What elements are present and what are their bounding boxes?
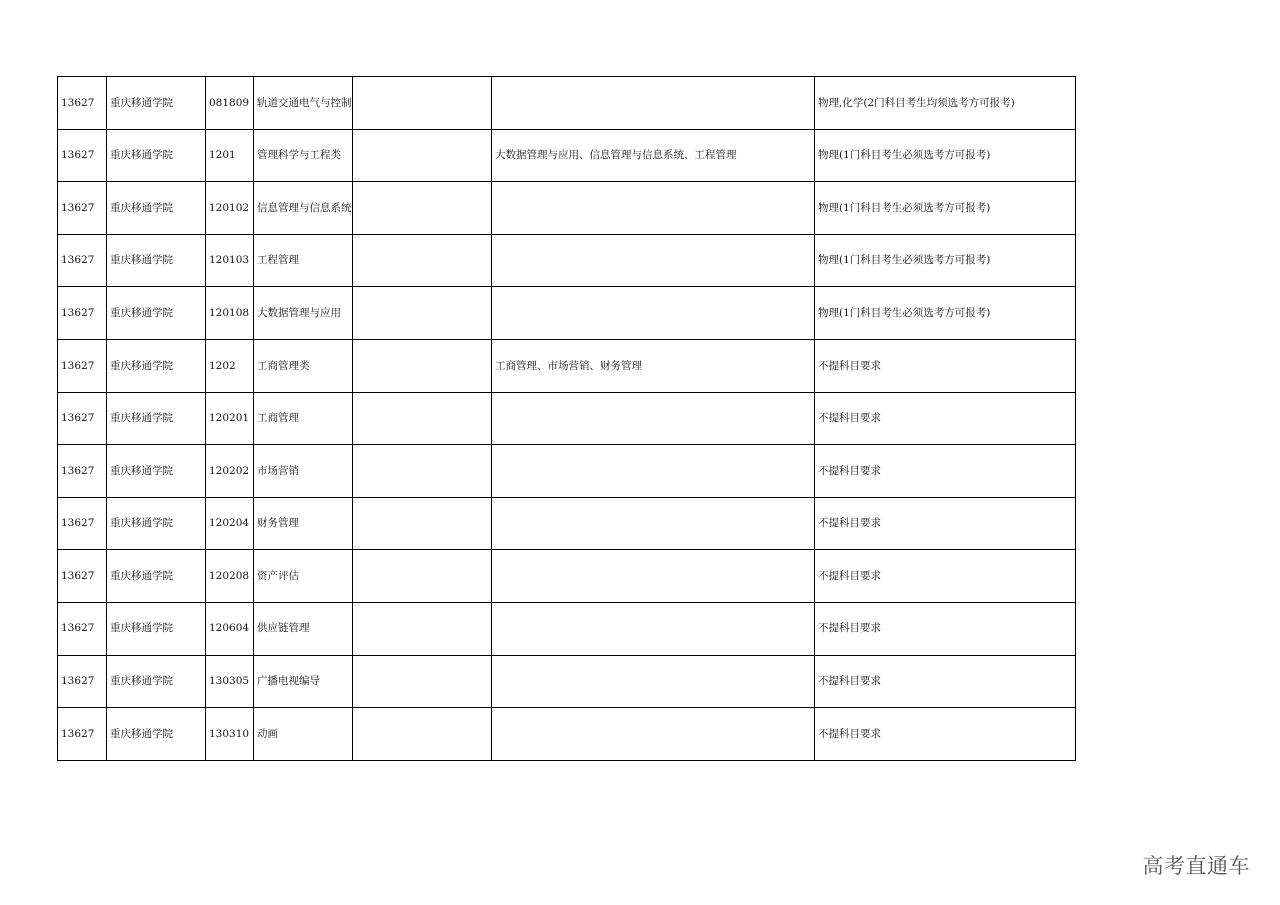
subject-requirement-cell: 不提科目要求 <box>815 339 1076 392</box>
table-row <box>58 129 1076 182</box>
school-name-cell: 重庆移通学院 <box>107 77 206 130</box>
major-code-cell: 130310 <box>206 708 254 761</box>
blank-cell <box>353 602 492 655</box>
major-code-cell: 120204 <box>206 497 254 550</box>
included-majors-cell <box>492 550 815 603</box>
included-majors-cell: 工商管理、市场营销、财务管理 <box>492 339 815 392</box>
included-majors-cell <box>492 445 815 498</box>
major-code-cell: 1201 <box>206 129 254 182</box>
school-code-cell: 13627 <box>58 392 107 445</box>
school-code-cell: 13627 <box>58 287 107 340</box>
major-name-cell: 广播电视编导 <box>254 655 353 708</box>
table-row <box>58 708 1076 761</box>
school-name-cell: 重庆移通学院 <box>107 445 206 498</box>
subject-requirement-cell: 物理(1门科目考生必须选考方可报考) <box>815 129 1076 182</box>
major-code-cell: 120201 <box>206 392 254 445</box>
subject-requirement-cell: 不提科目要求 <box>815 655 1076 708</box>
subject-requirement-cell: 不提科目要求 <box>815 550 1076 603</box>
subject-requirement-cell: 不提科目要求 <box>815 708 1076 761</box>
major-name-cell: 市场营销 <box>254 445 353 498</box>
blank-cell <box>353 234 492 287</box>
major-code-cell: 120208 <box>206 550 254 603</box>
major-code-cell: 081809 <box>206 77 254 130</box>
blank-cell <box>353 392 492 445</box>
major-code-cell: 120604 <box>206 602 254 655</box>
school-code-cell: 13627 <box>58 550 107 603</box>
table-row <box>58 550 1076 603</box>
blank-cell <box>353 287 492 340</box>
school-code-cell: 13627 <box>58 77 107 130</box>
subject-requirement-cell: 物理,化学(2门科目考生均须选考方可报考) <box>815 77 1076 130</box>
major-name-cell: 管理科学与工程类 <box>254 129 353 182</box>
major-code-cell: 120102 <box>206 182 254 235</box>
major-name-cell: 工程管理 <box>254 234 353 287</box>
blank-cell <box>353 550 492 603</box>
included-majors-cell <box>492 392 815 445</box>
major-code-cell: 1202 <box>206 339 254 392</box>
major-code-cell: 120108 <box>206 287 254 340</box>
school-code-cell: 13627 <box>58 339 107 392</box>
table-row <box>58 339 1076 392</box>
school-name-cell: 重庆移通学院 <box>107 287 206 340</box>
table-row <box>58 655 1076 708</box>
major-name-cell: 轨道交通电气与控制 <box>254 77 353 130</box>
school-name-cell: 重庆移通学院 <box>107 339 206 392</box>
blank-cell <box>353 445 492 498</box>
major-name-cell: 资产评估 <box>254 550 353 603</box>
major-name-cell: 财务管理 <box>254 497 353 550</box>
school-name-cell: 重庆移通学院 <box>107 602 206 655</box>
school-code-cell: 13627 <box>58 182 107 235</box>
table-row <box>58 77 1076 130</box>
included-majors-cell: 大数据管理与应用、信息管理与信息系统、工程管理 <box>492 129 815 182</box>
school-code-cell: 13627 <box>58 234 107 287</box>
school-code-cell: 13627 <box>58 129 107 182</box>
included-majors-cell <box>492 77 815 130</box>
watermark-text: 高考直通车 <box>1142 854 1250 878</box>
major-name-cell: 信息管理与信息系统 <box>254 182 353 235</box>
subject-requirement-cell: 不提科目要求 <box>815 602 1076 655</box>
major-code-cell: 120103 <box>206 234 254 287</box>
table-row <box>58 287 1076 340</box>
table-container <box>57 76 1076 761</box>
major-name-cell: 动画 <box>254 708 353 761</box>
included-majors-cell <box>492 655 815 708</box>
major-code-cell: 130305 <box>206 655 254 708</box>
school-code-cell: 13627 <box>58 655 107 708</box>
blank-cell <box>353 182 492 235</box>
included-majors-cell <box>492 497 815 550</box>
included-majors-cell <box>492 287 815 340</box>
school-name-cell: 重庆移通学院 <box>107 182 206 235</box>
school-name-cell: 重庆移通学院 <box>107 708 206 761</box>
major-name-cell: 大数据管理与应用 <box>254 287 353 340</box>
school-code-cell: 13627 <box>58 445 107 498</box>
table-row <box>58 234 1076 287</box>
school-code-cell: 13627 <box>58 602 107 655</box>
table-row <box>58 497 1076 550</box>
major-name-cell: 供应链管理 <box>254 602 353 655</box>
table-row <box>58 445 1076 498</box>
school-name-cell: 重庆移通学院 <box>107 129 206 182</box>
major-name-cell: 工商管理 <box>254 392 353 445</box>
subject-requirement-cell: 物理(1门科目考生必须选考方可报考) <box>815 287 1076 340</box>
subject-requirement-cell: 不提科目要求 <box>815 445 1076 498</box>
table-row <box>58 602 1076 655</box>
blank-cell <box>353 655 492 708</box>
blank-cell <box>353 77 492 130</box>
blank-cell <box>353 129 492 182</box>
included-majors-cell <box>492 234 815 287</box>
school-name-cell: 重庆移通学院 <box>107 655 206 708</box>
included-majors-cell <box>492 602 815 655</box>
school-name-cell: 重庆移通学院 <box>107 497 206 550</box>
blank-cell <box>353 497 492 550</box>
table-row <box>58 182 1076 235</box>
included-majors-cell <box>492 182 815 235</box>
school-name-cell: 重庆移通学院 <box>107 234 206 287</box>
school-code-cell: 13627 <box>58 497 107 550</box>
school-name-cell: 重庆移通学院 <box>107 392 206 445</box>
major-name-cell: 工商管理类 <box>254 339 353 392</box>
major-requirements-table <box>57 76 1076 761</box>
school-name-cell: 重庆移通学院 <box>107 550 206 603</box>
school-code-cell: 13627 <box>58 708 107 761</box>
subject-requirement-cell: 不提科目要求 <box>815 497 1076 550</box>
table-body <box>58 77 1076 761</box>
included-majors-cell <box>492 708 815 761</box>
blank-cell <box>353 339 492 392</box>
subject-requirement-cell: 不提科目要求 <box>815 392 1076 445</box>
subject-requirement-cell: 物理(1门科目考生必须选考方可报考) <box>815 234 1076 287</box>
table-row <box>58 392 1076 445</box>
subject-requirement-cell: 物理(1门科目考生必须选考方可报考) <box>815 182 1076 235</box>
major-code-cell: 120202 <box>206 445 254 498</box>
blank-cell <box>353 708 492 761</box>
